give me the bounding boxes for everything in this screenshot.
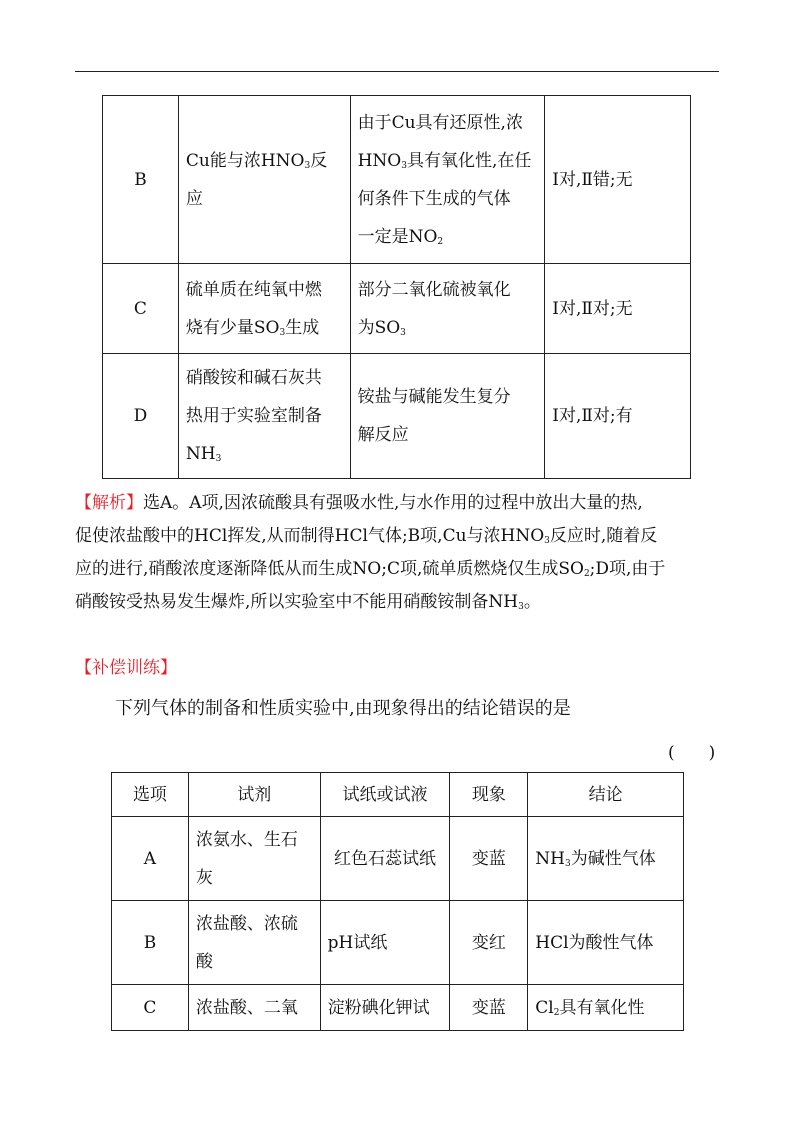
reagent-cell xyxy=(188,817,320,901)
paper-cell: 淀粉碘化钾试 xyxy=(320,985,450,1031)
cell-line: 灰 xyxy=(195,867,213,888)
option-cell: B xyxy=(112,901,189,985)
analysis-line: 【解析】选A。A项,因浓硫酸具有强吸水性,与水作用的过程中放出大量的热, xyxy=(75,493,643,513)
header-cell: 试剂 xyxy=(188,773,320,817)
cell-line: 浓盐酸、二氧 xyxy=(195,997,298,1018)
judgement-cell: Ⅰ对,Ⅱ对;无 xyxy=(545,264,691,354)
header-cell: 结论 xyxy=(528,773,684,817)
cell-line: $NH_3$ xyxy=(185,444,222,464)
option-cell: C xyxy=(112,985,189,1031)
question-text: 下列气体的制备和性质实验中,由现象得出的结论错误的是 xyxy=(115,698,571,719)
cell-line: 部分二氧化硫被氧化 xyxy=(357,279,511,300)
phenomenon-cell: 变蓝 xyxy=(450,985,528,1031)
cell-line: 由于Cu具有还原性,浓 xyxy=(357,112,523,133)
practice-tag: 【补偿训练】 xyxy=(75,658,177,678)
option-cell: A xyxy=(112,817,189,901)
option-cell: C xyxy=(103,264,179,354)
option-cell: B xyxy=(103,96,179,264)
header-rule xyxy=(75,71,719,72)
phenomenon-cell: 变蓝 xyxy=(450,817,528,901)
header-cell: 选项 xyxy=(112,773,189,817)
paper-cell: pH试纸 xyxy=(320,901,450,985)
cell-line: 硝酸铵和碱石灰共 xyxy=(185,368,322,388)
cell-line: 一定是$NO_2$ xyxy=(357,226,444,247)
table-row xyxy=(112,901,684,985)
cell-line: 热用于实验室制备 xyxy=(185,406,322,426)
table-row xyxy=(112,817,684,901)
table-row xyxy=(103,264,691,354)
analysis-paragraph xyxy=(75,487,725,619)
judgement-cell: Ⅰ对,Ⅱ错;无 xyxy=(545,96,691,264)
conclusion-cell: $Cl_2$具有氧化性 xyxy=(528,985,684,1031)
paper-cell: 红色石蕊试纸 xyxy=(320,817,450,901)
cell-line: 解反应 xyxy=(357,425,409,445)
experiment-table xyxy=(111,772,684,1031)
cell-line: 烧有少量$SO_3$生成 xyxy=(185,317,320,338)
statement1-cell xyxy=(178,354,350,479)
conclusion-cell: $NH_3$为碱性气体 xyxy=(528,817,684,901)
table-header-row xyxy=(112,773,684,817)
table-row xyxy=(112,985,684,1031)
cell-line: 为$SO_3$ xyxy=(357,317,406,338)
answer-parentheses: ( ) xyxy=(668,743,716,763)
judgement-cell: Ⅰ对,Ⅱ对;有 xyxy=(545,354,691,479)
cell-line: 酸 xyxy=(195,951,213,972)
cell-line: 硫单质在纯氧中燃 xyxy=(185,279,322,300)
table-row xyxy=(103,96,691,264)
analysis-line: 促使浓盐酸中的HCl挥发,从而制得HCl气体;B项,Cu与浓$HNO_3$反应时,随着反 xyxy=(75,526,658,546)
analysis-line: 应的进行,硝酸浓度逐渐降低从而生成NO;C项,硫单质燃烧仅生成$SO_2;D$项,由于 xyxy=(75,559,666,579)
table-row xyxy=(103,354,691,479)
statement1-cell xyxy=(178,264,350,354)
reagent-cell xyxy=(188,901,320,985)
analysis-line: 硝酸铵受热易发生爆炸,所以实验室中不能用硝酸铵制备$NH_3$。 xyxy=(75,592,541,612)
cell-line: 铵盐与碱能发生复分 xyxy=(357,387,511,407)
judgement-table xyxy=(102,95,691,479)
cell-line: 浓氨水、生石 xyxy=(195,829,298,850)
reagent-cell xyxy=(188,985,320,1031)
cell-line: 何条件下生成的气体 xyxy=(357,188,511,209)
statement2-cell xyxy=(350,96,545,264)
phenomenon-cell: 变红 xyxy=(450,901,528,985)
header-cell: 现象 xyxy=(450,773,528,817)
header-cell: 试纸或试液 xyxy=(320,773,450,817)
statement2-cell xyxy=(350,264,545,354)
cell-line: 浓盐酸、浓硫 xyxy=(195,913,298,934)
analysis-tag: 【解析】 xyxy=(75,493,143,513)
cell-line: $HNO_3$具有氧化性,在任 xyxy=(357,150,532,171)
option-cell: D xyxy=(103,354,179,479)
statement1-cell: Cu能与浓$HNO_3$反应 xyxy=(178,96,350,264)
conclusion-cell: HCl为酸性气体 xyxy=(528,901,684,985)
statement2-cell xyxy=(350,354,545,479)
